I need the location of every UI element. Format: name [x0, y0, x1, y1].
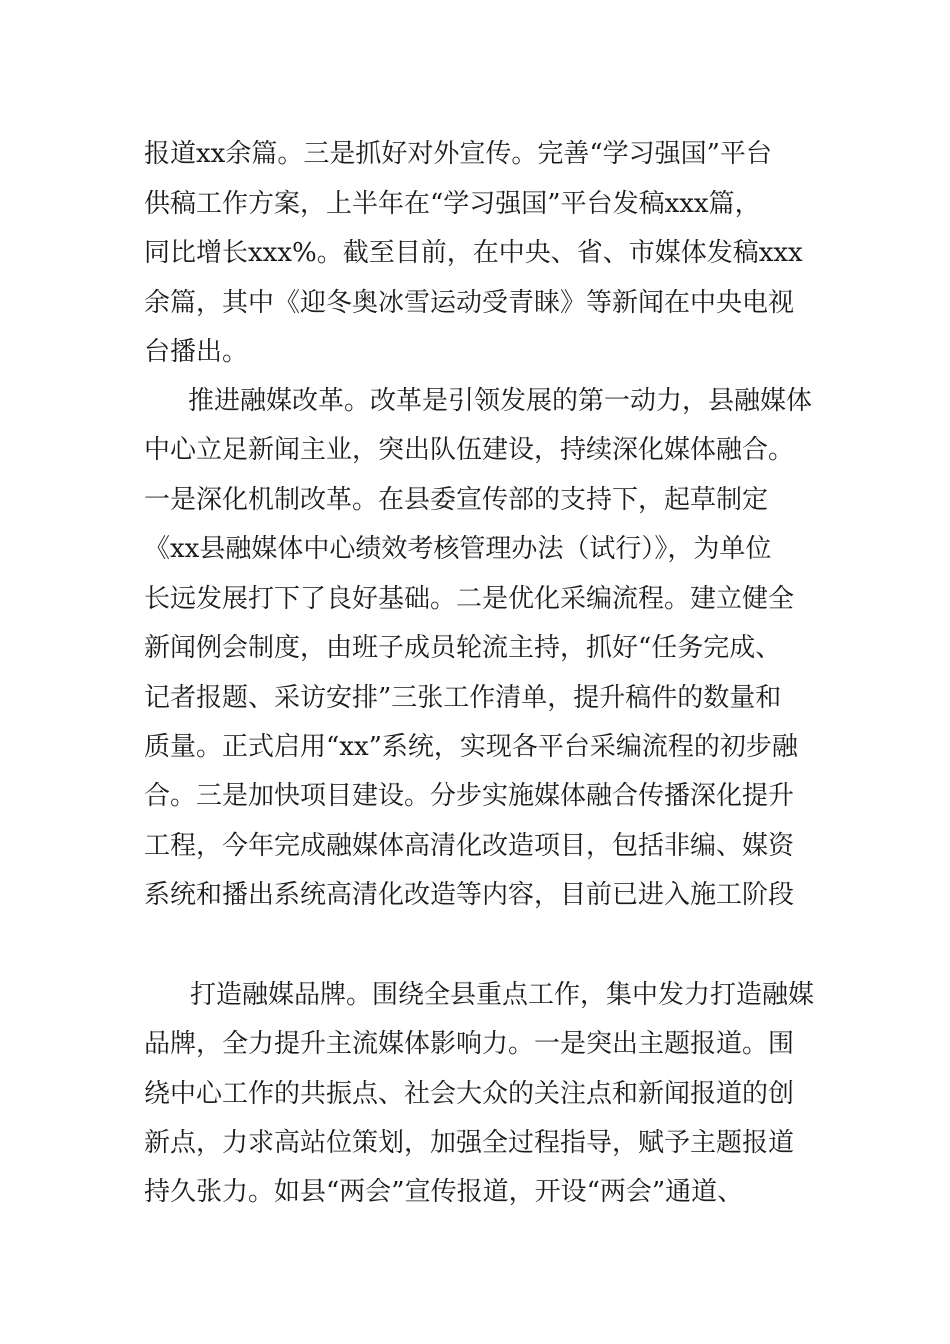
paragraph-2-line-1: 推进融媒改革。改革是引领发展的第一动力，县融媒体 — [188, 386, 813, 416]
paragraph-2-line-5: 长远发展打下了良好基础。二是优化采编流程。建立健全 — [144, 584, 795, 614]
paragraph-1-line-4: 余篇，其中《迎冬奥冰雪运动受青睐》等新闻在中央电视 — [144, 288, 795, 318]
paragraph-1-line-3: 同比增长xxx%。截至目前，在中央、省、市媒体发稿xxx — [144, 238, 803, 268]
paragraph-1-line-5: 台播出。 — [144, 337, 249, 367]
paragraph-3-line-4: 新点，力求高站位策划，加强全过程指导，赋予主题报道 — [144, 1128, 795, 1158]
paragraph-3-line-1: 打造融媒品牌。围绕全县重点工作，集中发力打造融媒 — [190, 980, 815, 1010]
paragraph-2-line-8: 质量。正式启用“xx”系统，实现各平台采编流程的初步融 — [144, 732, 798, 762]
paragraph-3-line-3: 绕中心工作的共振点、社会大众的关注点和新闻报道的创 — [144, 1079, 795, 1109]
paragraph-1-line-1: 报道xx余篇。三是抓好对外宣传。完善“学习强国”平台 — [144, 139, 772, 169]
paragraph-2-line-7: 记者报题、采访安排”三张工作清单，提升稿件的数量和 — [144, 683, 782, 713]
paragraph-3-line-5: 持久张力。如县“两会”宣传报道，开设“两会”通道、 — [144, 1177, 744, 1207]
paragraph-2-line-4: 《xx县融媒体中心绩效考核管理办法（试行）》，为单位 — [144, 534, 772, 564]
paragraph-3-line-2: 品牌，全力提升主流媒体影响力。一是突出主题报道。围 — [144, 1029, 795, 1059]
paragraph-1-line-2: 供稿工作方案，上半年在“学习强国”平台发稿xxx篇， — [144, 189, 761, 219]
paragraph-2-line-6: 新闻例会制度，由班子成员轮流主持，抓好“任务完成、 — [144, 633, 782, 663]
paragraph-2-line-10: 工程，今年完成融媒体高清化改造项目，包括非编、媒资 — [144, 831, 795, 861]
paragraph-2-line-9: 合。三是加快项目建设。分步实施媒体融合传播深化提升 — [144, 781, 795, 811]
paragraph-2-line-3: 一是深化机制改革。在县委宣传部的支持下，起草制定 — [144, 485, 769, 515]
paragraph-2-line-11: 系统和播出系统高清化改造等内容，目前已进入施工阶段 — [144, 880, 795, 910]
paragraph-2-line-2: 中心立足新闻主业，突出队伍建设，持续深化媒体融合。 — [144, 435, 795, 465]
